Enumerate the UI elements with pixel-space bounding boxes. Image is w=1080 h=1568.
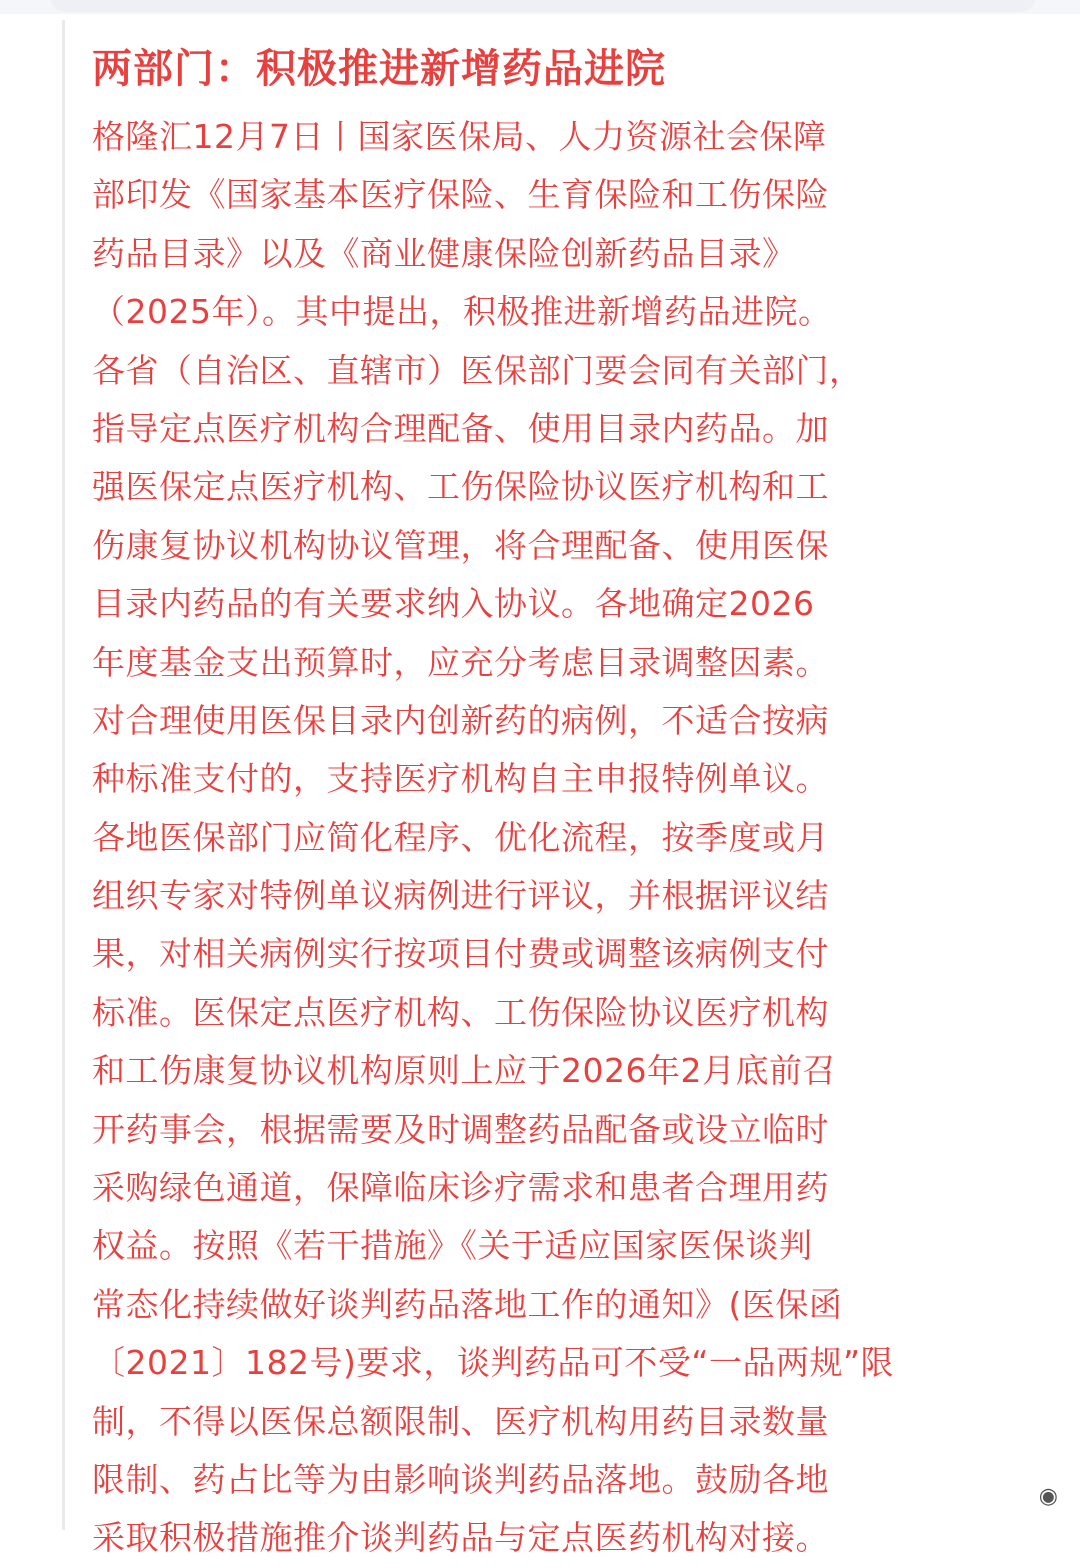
body-line: 各省（自治区、直辖市）医保部门要会同有关部门， bbox=[92, 350, 863, 390]
body-line: 部印发《国家基本医疗保险、生育保险和工伤保险 bbox=[92, 175, 829, 215]
body-line: 强医保定点医疗机构、工伤保险协议医疗机构和工 bbox=[92, 467, 829, 507]
previous-card-edge bbox=[50, 0, 1036, 12]
body-line: 药品目录》以及《商业健康保险创新药品目录》 bbox=[92, 233, 796, 273]
body-line: 年度基金支出预算时，应充分考虑目录调整因素。 bbox=[92, 642, 829, 682]
body-line: 果，对相关病例实行按项目付费或调整该病例支付 bbox=[92, 934, 829, 974]
body-line: 各地医保部门应简化程序、优化流程，按季度或月 bbox=[92, 817, 829, 857]
body-line: 伤康复协议机构协议管理，将合理配备、使用医保 bbox=[92, 525, 829, 565]
body-line: 标准。医保定点医疗机构、工伤保险协议医疗机构 bbox=[92, 992, 829, 1032]
watermark bbox=[1031, 1482, 1066, 1511]
body-line: 采取积极措施推介谈判药品与定点医药机构对接。 bbox=[92, 1518, 829, 1558]
weibo-logo-icon: ◉ bbox=[1038, 1484, 1058, 1509]
body-line: 制，不得以医保总额限制、医疗机构用药目录数量 bbox=[92, 1401, 829, 1441]
body-line: 组织专家对特例单议病例进行评议，并根据评议结 bbox=[92, 876, 829, 916]
body-line: （2025年）。其中提出，积极推进新增药品进院。 bbox=[92, 292, 832, 332]
body-line: 采购绿色通道，保障临床诊疗需求和患者合理用药 bbox=[92, 1168, 829, 1208]
body-line: 种标准支付的，支持医疗机构自主申报特例单议。 bbox=[92, 759, 829, 799]
body-line: 权益。按照《若干措施》《关于适应国家医保谈判 bbox=[92, 1226, 813, 1266]
body-line: 目录内药品的有关要求纳入协议。各地确定2026 bbox=[92, 584, 815, 624]
body-line: 开药事会，根据需要及时调整药品配备或设立临时 bbox=[92, 1109, 829, 1149]
post-body[interactable] bbox=[92, 108, 1032, 1568]
body-line: 〔2021〕182号)要求，谈判药品可不受“一品两规”限 bbox=[92, 1343, 895, 1383]
body-line: 限制、药占比等为由影响谈判药品落地。鼓励各地 bbox=[92, 1459, 829, 1499]
body-line: 格隆汇12月7日丨国家医保局、人力资源社会保障 bbox=[92, 117, 827, 156]
post-title: 两部门：积极推进新增药品进院 bbox=[92, 45, 666, 92]
body-line: 常态化持续做好谈判药品落地工作的通知》(医保函 bbox=[92, 1284, 843, 1324]
body-line: 和工伤康复协议机构原则上应于2026年2月底前召 bbox=[92, 1051, 836, 1091]
body-line: 指导定点医疗机构合理配备、使用目录内药品。加 bbox=[92, 408, 829, 448]
body-line: 对合理使用医保目录内创新药的病例，不适合按病 bbox=[92, 700, 829, 740]
